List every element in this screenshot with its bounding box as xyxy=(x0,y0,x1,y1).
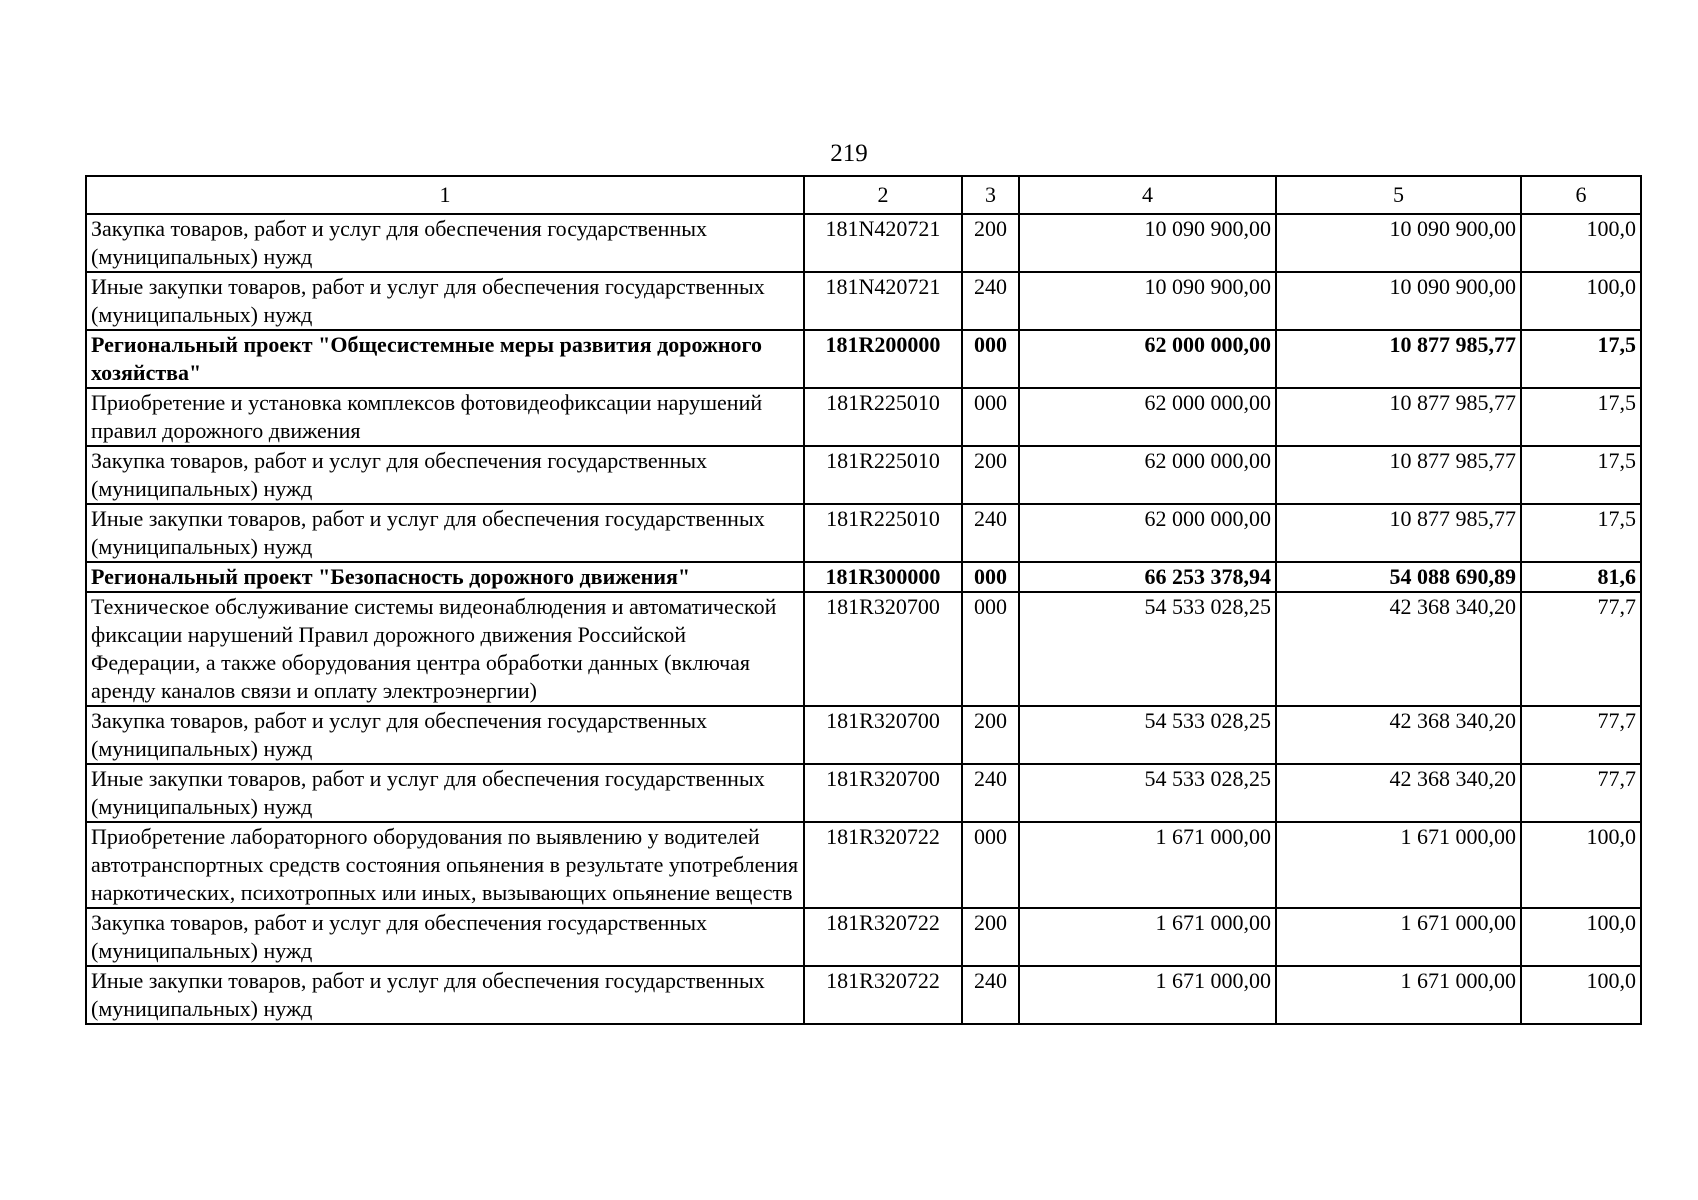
row-kind: 240 xyxy=(962,272,1019,330)
row-code: 181R225010 xyxy=(804,504,962,562)
row-name: Техническое обслуживание системы видеонаблюдения и автоматической фиксации нарушений Правил дорожного движения Российской Федерации, а также оборудования центра обработки данных (включая аренду каналов связи и оплату электроэнергии) xyxy=(86,592,804,706)
table-row xyxy=(86,592,1641,706)
row-fact: 42 368 340,20 xyxy=(1276,706,1521,764)
row-kind: 240 xyxy=(962,966,1019,1024)
row-name: Закупка товаров, работ и услуг для обеспечения государственных (муниципальных) нужд xyxy=(86,908,804,966)
row-code: 181N420721 xyxy=(804,272,962,330)
row-percent: 100,0 xyxy=(1521,214,1641,272)
column-header-5: 5 xyxy=(1276,176,1521,214)
row-code: 181R320700 xyxy=(804,764,962,822)
column-header-2: 2 xyxy=(804,176,962,214)
row-percent: 77,7 xyxy=(1521,592,1641,706)
table-row xyxy=(86,908,1641,966)
row-kind: 200 xyxy=(962,908,1019,966)
column-header-6: 6 xyxy=(1521,176,1641,214)
row-percent: 100,0 xyxy=(1521,272,1641,330)
table-row xyxy=(86,214,1641,272)
table-row xyxy=(86,504,1641,562)
row-fact: 1 671 000,00 xyxy=(1276,908,1521,966)
table-row xyxy=(86,764,1641,822)
row-code: 181R320700 xyxy=(804,592,962,706)
row-code: 181R320700 xyxy=(804,706,962,764)
row-percent: 17,5 xyxy=(1521,388,1641,446)
row-plan: 54 533 028,25 xyxy=(1019,706,1276,764)
row-fact: 10 877 985,77 xyxy=(1276,388,1521,446)
row-plan: 10 090 900,00 xyxy=(1019,214,1276,272)
row-plan: 66 253 378,94 xyxy=(1019,562,1276,592)
row-code: 181R320722 xyxy=(804,822,962,908)
row-fact: 10 877 985,77 xyxy=(1276,330,1521,388)
table-row xyxy=(86,272,1641,330)
row-code: 181R320722 xyxy=(804,908,962,966)
row-plan: 62 000 000,00 xyxy=(1019,446,1276,504)
row-name: Иные закупки товаров, работ и услуг для обеспечения государственных (муниципальных) нужд xyxy=(86,764,804,822)
row-plan: 10 090 900,00 xyxy=(1019,272,1276,330)
row-fact: 10 877 985,77 xyxy=(1276,504,1521,562)
row-plan: 62 000 000,00 xyxy=(1019,388,1276,446)
row-fact: 42 368 340,20 xyxy=(1276,592,1521,706)
row-plan: 1 671 000,00 xyxy=(1019,822,1276,908)
row-code: 181R320722 xyxy=(804,966,962,1024)
row-kind: 240 xyxy=(962,504,1019,562)
row-percent: 77,7 xyxy=(1521,706,1641,764)
row-percent: 17,5 xyxy=(1521,330,1641,388)
table-row xyxy=(86,388,1641,446)
table-row xyxy=(86,706,1641,764)
row-name: Региональный проект "Общесистемные меры развития дорожного хозяйства" xyxy=(86,330,804,388)
row-name: Приобретение лабораторного оборудования по выявлению у водителей автотранспортных средств состояния опьянения в результате употребления наркотических, психотропных или иных, вызывающих опьянение веществ xyxy=(86,822,804,908)
row-plan: 1 671 000,00 xyxy=(1019,908,1276,966)
row-kind: 200 xyxy=(962,446,1019,504)
row-fact: 10 877 985,77 xyxy=(1276,446,1521,504)
row-name: Региональный проект "Безопасность дорожного движения" xyxy=(86,562,804,592)
row-plan: 62 000 000,00 xyxy=(1019,330,1276,388)
column-header-3: 3 xyxy=(962,176,1019,214)
row-fact: 10 090 900,00 xyxy=(1276,272,1521,330)
row-name: Иные закупки товаров, работ и услуг для обеспечения государственных (муниципальных) нужд xyxy=(86,966,804,1024)
column-header-1: 1 xyxy=(86,176,804,214)
table-header-row xyxy=(86,176,1641,214)
row-kind: 000 xyxy=(962,822,1019,908)
row-plan: 62 000 000,00 xyxy=(1019,504,1276,562)
row-plan: 1 671 000,00 xyxy=(1019,966,1276,1024)
row-percent: 100,0 xyxy=(1521,822,1641,908)
row-percent: 77,7 xyxy=(1521,764,1641,822)
row-kind: 200 xyxy=(962,214,1019,272)
row-kind: 000 xyxy=(962,330,1019,388)
row-name: Иные закупки товаров, работ и услуг для обеспечения государственных (муниципальных) нужд xyxy=(86,272,804,330)
row-percent: 100,0 xyxy=(1521,908,1641,966)
row-name: Закупка товаров, работ и услуг для обеспечения государственных (муниципальных) нужд xyxy=(86,446,804,504)
table-row xyxy=(86,446,1641,504)
row-fact: 42 368 340,20 xyxy=(1276,764,1521,822)
table-row xyxy=(86,966,1641,1024)
row-percent: 17,5 xyxy=(1521,446,1641,504)
row-code: 181R200000 xyxy=(804,330,962,388)
page-number: 219 xyxy=(830,140,868,167)
row-name: Иные закупки товаров, работ и услуг для обеспечения государственных (муниципальных) нужд xyxy=(86,504,804,562)
row-kind: 240 xyxy=(962,764,1019,822)
column-header-4: 4 xyxy=(1019,176,1276,214)
budget-table xyxy=(85,175,1642,1025)
table-row xyxy=(86,330,1641,388)
row-name: Приобретение и установка комплексов фотовидеофиксации нарушений правил дорожного движения xyxy=(86,388,804,446)
row-percent: 17,5 xyxy=(1521,504,1641,562)
row-code: 181N420721 xyxy=(804,214,962,272)
row-fact: 10 090 900,00 xyxy=(1276,214,1521,272)
row-kind: 200 xyxy=(962,706,1019,764)
row-kind: 000 xyxy=(962,388,1019,446)
row-name: Закупка товаров, работ и услуг для обеспечения государственных (муниципальных) нужд xyxy=(86,706,804,764)
row-fact: 1 671 000,00 xyxy=(1276,966,1521,1024)
row-plan: 54 533 028,25 xyxy=(1019,764,1276,822)
row-plan: 54 533 028,25 xyxy=(1019,592,1276,706)
row-fact: 1 671 000,00 xyxy=(1276,822,1521,908)
row-code: 181R225010 xyxy=(804,446,962,504)
row-kind: 000 xyxy=(962,592,1019,706)
row-name: Закупка товаров, работ и услуг для обеспечения государственных (муниципальных) нужд xyxy=(86,214,804,272)
row-percent: 100,0 xyxy=(1521,966,1641,1024)
row-kind: 000 xyxy=(962,562,1019,592)
table-row xyxy=(86,562,1641,592)
row-code: 181R300000 xyxy=(804,562,962,592)
row-fact: 54 088 690,89 xyxy=(1276,562,1521,592)
row-code: 181R225010 xyxy=(804,388,962,446)
table-row xyxy=(86,822,1641,908)
row-percent: 81,6 xyxy=(1521,562,1641,592)
